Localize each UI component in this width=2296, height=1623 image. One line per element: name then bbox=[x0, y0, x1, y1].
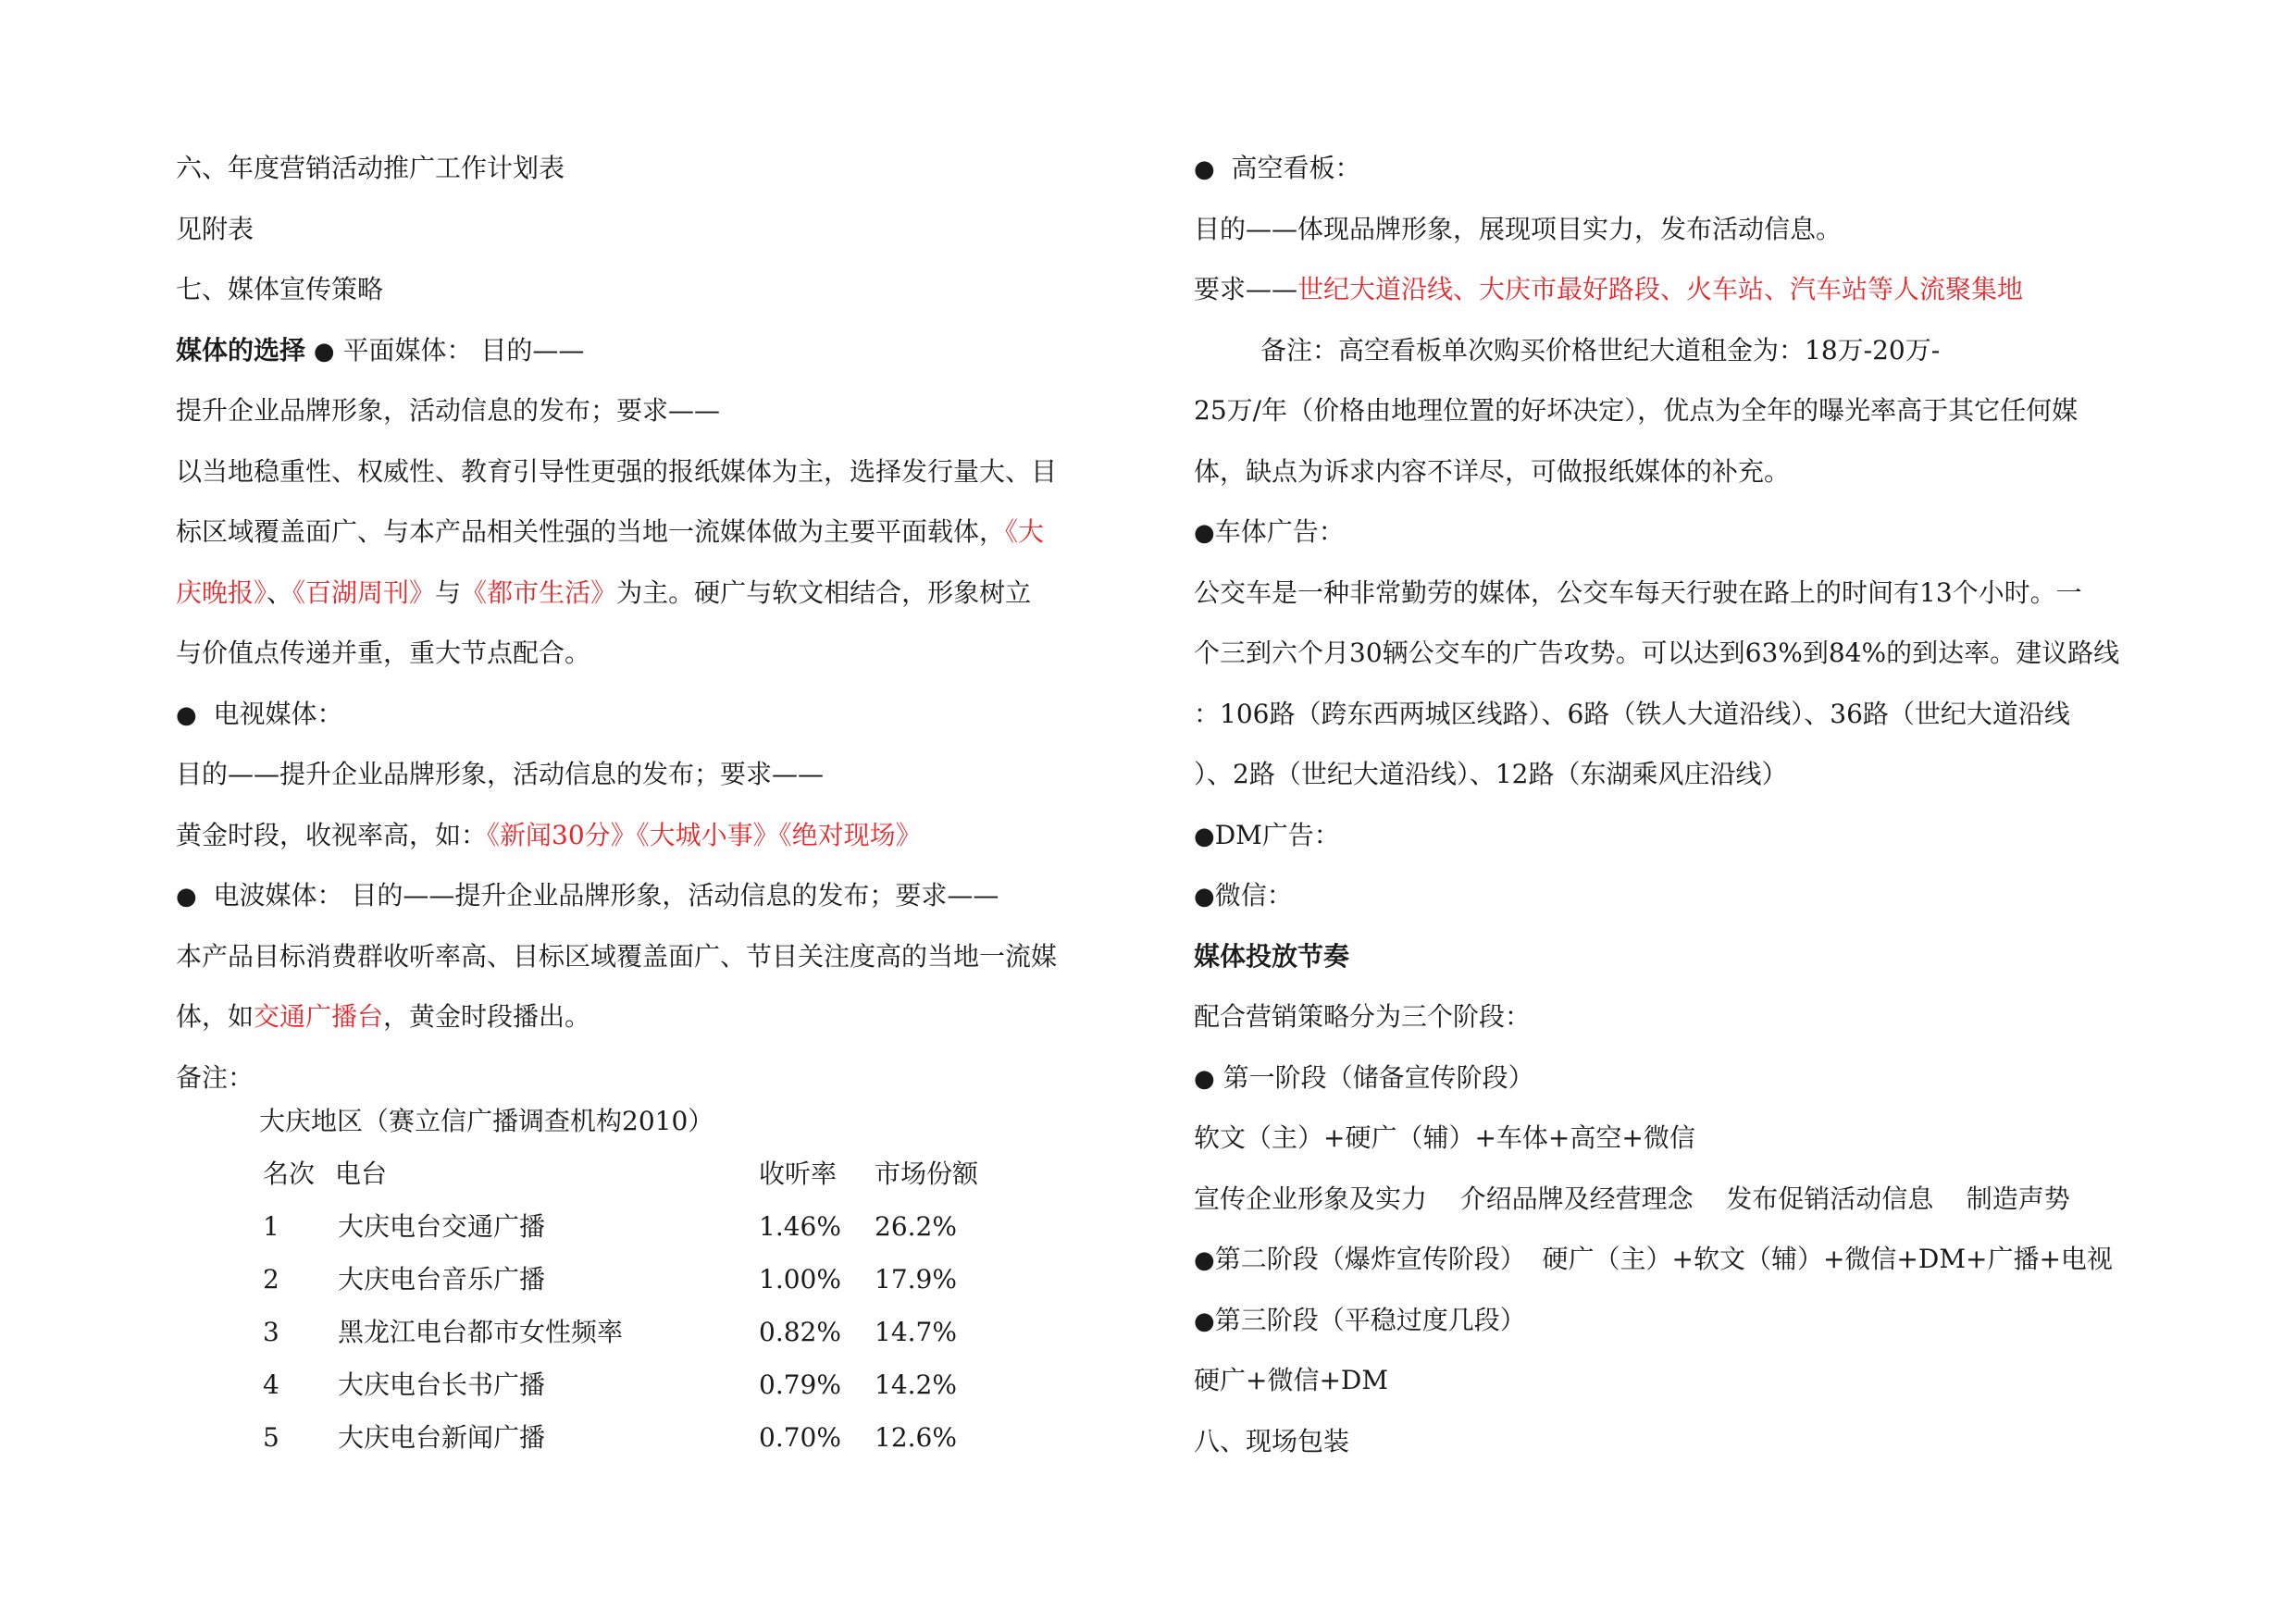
bullet-icon: ● bbox=[313, 337, 335, 365]
bullet-icon: ● bbox=[1194, 1307, 1215, 1335]
note-label: 备注： bbox=[176, 1061, 254, 1093]
text-line: ）、2路（世纪大道沿线）、12路（东湖乘风庄沿线） bbox=[1194, 759, 1788, 789]
text-line: 体，缺点为诉求内容不详尽，可做报纸媒体的补充。 bbox=[1194, 455, 1791, 487]
bus-ad-line: ●车体广告： bbox=[1194, 516, 1345, 547]
media-rhythm-heading: 媒体投放节奏 bbox=[1194, 940, 1350, 972]
print-media-line: 媒体的选择 ● 平面媒体： 目的—— bbox=[176, 334, 585, 365]
section-heading-6: 六、年度营销活动推广工作计划表 bbox=[176, 153, 565, 183]
text-line: 硬广+微信+DM bbox=[1194, 1365, 1389, 1395]
text-line: 体，如交通广播台，黄金时段播出。 bbox=[176, 1001, 591, 1032]
tv-media-line: ● 电视媒体： bbox=[176, 698, 343, 729]
bullet-icon: ● bbox=[1194, 1246, 1215, 1274]
text-line: 目的——提升企业品牌形象，活动信息的发布；要求—— bbox=[176, 759, 825, 789]
text-line: 以当地稳重性、权威性、教育引导性更强的报纸媒体为主，选择发行量大、目 bbox=[176, 455, 1058, 487]
text-line: 与价值点传递并重，重大节点配合。 bbox=[176, 638, 591, 668]
text-line: 提升企业品牌形象，活动信息的发布；要求—— bbox=[176, 395, 721, 426]
text-line: 标区域覆盖面广、与本产品相关性强的当地一流媒体做为主要平面载体，《大 bbox=[176, 516, 1045, 547]
text-line: ：106路（跨东西两城区线路）、6路（铁人大道沿线）、36路（世纪大道沿线 bbox=[1194, 698, 2070, 729]
text-line: 公交车是一种非常勤劳的媒体，公交车每天行驶在路上的时间有13个小时。一 bbox=[1194, 576, 2082, 608]
header-rating: 收听率 bbox=[759, 1158, 838, 1189]
radio-media-line: ● 电波媒体： 目的——提升企业品牌形象，活动信息的发布；要求—— bbox=[176, 880, 999, 911]
bullet-icon: ● bbox=[1194, 822, 1215, 850]
bullet-icon: ● bbox=[176, 883, 197, 911]
billboard-line: ● 高空看板： bbox=[1194, 153, 1361, 183]
bullet-icon: ● bbox=[1194, 519, 1215, 547]
text-line: 目的——体现品牌形象，展现项目实力，发布活动信息。 bbox=[1194, 213, 1843, 244]
dm-ad-line: ●DM广告： bbox=[1194, 819, 1340, 850]
text-line: 个三到六个月30辆公交车的广告攻势。可以达到63%到84%的到达率。建议路线 bbox=[1194, 638, 2120, 668]
wechat-line: ●微信： bbox=[1194, 880, 1293, 911]
text-line: 庆晚报》、《百湖周刊》与《都市生活》为主。硬广与软文相结合，形象树立 bbox=[176, 576, 1032, 608]
header-station: 电台 bbox=[335, 1158, 388, 1189]
text-line: 要求——世纪大道沿线、大庆市最好路段、火车站、汽车站等人流聚集地 bbox=[1194, 274, 2024, 304]
bullet-icon: ● bbox=[176, 700, 197, 729]
text-line: 宣传企业形象及实力 介绍品牌及经营理念 发布促销活动信息 制造声势 bbox=[1194, 1183, 2070, 1214]
phase-two-line: ●第二阶段（爆炸宣传阶段） 硬广（主）+软文（辅）+微信+DM+广播+电视 bbox=[1194, 1244, 2113, 1274]
text-line: 本产品目标消费群收听率高、目标区域覆盖面广、节目关注度高的当地一流媒 bbox=[176, 940, 1058, 972]
header-rank: 名次 bbox=[263, 1158, 316, 1189]
section-heading-8: 八、现场包装 bbox=[1194, 1425, 1350, 1456]
header-share: 市场份额 bbox=[875, 1158, 979, 1189]
text-line: 备注：高空看板单次购买价格世纪大道租金为：18万-20万- bbox=[1260, 334, 1941, 365]
bullet-icon: ● bbox=[1194, 1064, 1215, 1093]
phase-one-line: ● 第一阶段（储备宣传阶段） bbox=[1194, 1061, 1534, 1093]
text-line: 配合营销策略分为三个阶段： bbox=[1194, 1001, 1532, 1032]
phase-three-line: ●第三阶段（平稳过度几段） bbox=[1194, 1304, 1526, 1335]
section-heading-7: 七、媒体宣传策略 bbox=[176, 274, 384, 304]
right-column bbox=[1194, 148, 2147, 1481]
text-line: 黄金时段，收视率高，如：《新闻30分》《大城小事》《绝对现场》 bbox=[176, 819, 922, 850]
bullet-icon: ● bbox=[1194, 155, 1215, 183]
text-line: 见附表 bbox=[176, 213, 254, 244]
media-selection-heading: 媒体的选择 bbox=[176, 334, 306, 365]
text-line: 25万/年（价格由地理位置的好坏决定），优点为全年的曝光率高于其它任何媒 bbox=[1194, 395, 2079, 426]
bullet-icon: ● bbox=[1194, 883, 1215, 911]
left-column bbox=[176, 148, 1101, 1118]
text-line: 软文（主）+硬广（辅）+车体+高空+微信 bbox=[1194, 1122, 1695, 1153]
